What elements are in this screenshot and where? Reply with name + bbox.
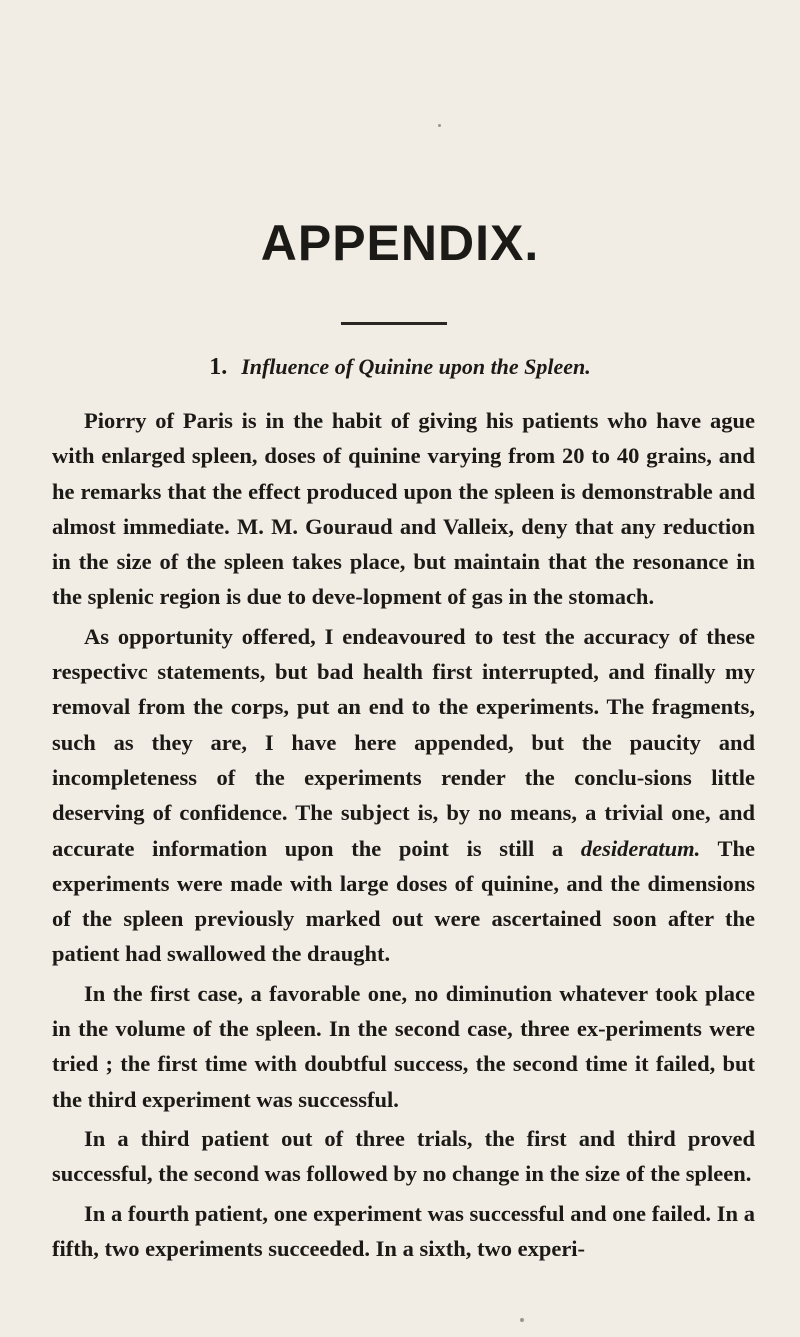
paragraph-5: In a fourth patient, one experiment was successful and one failed. In a fifth, two experiments succeeded. In a sixth, two experi-	[52, 1200, 755, 1261]
section-number: 1.	[209, 354, 228, 380]
page-speck	[438, 124, 441, 127]
page-speck	[520, 1318, 524, 1322]
section-title	[0, 353, 800, 382]
paragraph-2-part-2: The experiments were made with large doses of quinine, and the dimensions of the spleen previously marked out were ascertained soon after the patient had swallowed the draught.	[52, 835, 756, 967]
paragraph-2-part-1: As opportunity offered, I endeavoured to test the accuracy of these respectivc statements, but bad health first interrupted, and finally my removal from the corps, put an end to the experiments. The fragments, such as they are, I have here appended, but the paucity and incompleteness of the experiments render the conclu-sions little deserving of confidence. The subject is, by no means, a trivial one, and accurate information upon the point is still a	[52, 623, 755, 861]
body-text	[52, 403, 755, 1266]
section-title-text: Influence of Quinine upon the Spleen.	[241, 354, 591, 379]
paragraph-3: In the first case, a favorable one, no diminution whatever took place in the volume of the spleen. In the second case, three ex-periments were tried ; the first time with doubtful success, the second time it failed, but the third experiment was successful.	[52, 980, 755, 1112]
paragraph-1: Piorry of Paris is in the habit of giving his patients who have ague with enlarged spleen, doses of quinine varying from 20 to 40 grains, and he remarks that the effect produced upon the spleen is demonstrable and almost immediate. M. M. Gouraud and Valleix, deny that any reduction in the size of the spleen takes place, but maintain that the resonance in the splenic region is due to deve-lopment of gas in the stomach.	[52, 408, 755, 610]
appendix-heading: APPENDIX.	[260, 215, 540, 271]
paragraph-4: In a third patient out of three trials, the first and third proved successful, the second was followed by no change in the size of the spleen.	[52, 1125, 755, 1187]
paragraph-2	[52, 619, 755, 972]
paragraph-2-italic: desideratum.	[580, 835, 701, 861]
heading-rule	[341, 322, 447, 325]
